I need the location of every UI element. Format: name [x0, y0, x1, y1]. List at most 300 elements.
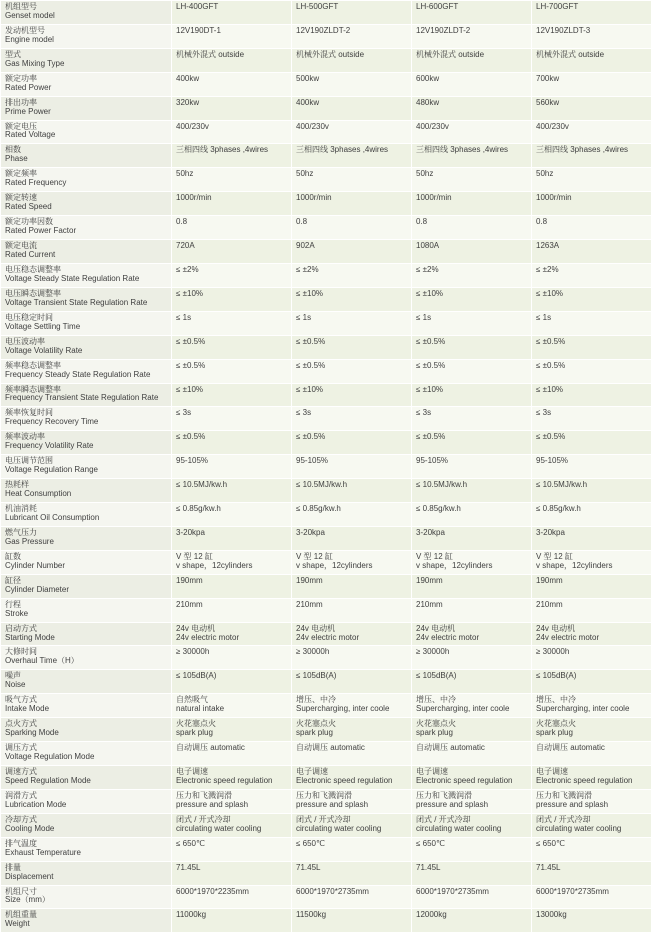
cell-value [292, 240, 412, 264]
cell-value [172, 120, 292, 144]
cell-line: ≤ 650℃ [416, 840, 527, 849]
cell-value [292, 550, 412, 574]
cell-line: V 型 12 缸 [536, 553, 647, 562]
cell-line: 火花塞点火 [176, 720, 287, 729]
cell-value [532, 144, 651, 168]
cell-value [172, 670, 292, 694]
cell-value [532, 909, 651, 933]
row-label-cn: 点火方式 [5, 720, 167, 729]
cell-value [412, 861, 532, 885]
cell-value [412, 144, 532, 168]
cell-value [292, 168, 412, 192]
cell-line: ≤ ±0.5% [296, 338, 407, 347]
cell-value [172, 455, 292, 479]
row-label [1, 192, 172, 216]
cell-line: 210mm [296, 601, 407, 610]
cell-line: ≤ 3s [536, 409, 647, 418]
row-label-cn: 电压波动率 [5, 338, 167, 347]
row-label [1, 455, 172, 479]
row-label-en: Weight [5, 920, 167, 929]
cell-value [172, 742, 292, 766]
table-row [1, 789, 651, 813]
cell-line: 720A [176, 242, 287, 251]
table-row [1, 718, 651, 742]
cell-value [532, 598, 651, 622]
row-label-cn: 热耗样 [5, 481, 167, 490]
cell-value [172, 861, 292, 885]
cell-value [412, 311, 532, 335]
row-label-cn: 大修时间 [5, 648, 167, 657]
row-label-en: Rated Current [5, 251, 167, 260]
row-label-cn: 电压稳态调整率 [5, 266, 167, 275]
cell-line: ≤ 10.5MJ/kw.h [416, 481, 527, 490]
row-label-en: Rated Power Factor [5, 227, 167, 236]
cell-line: 190mm [176, 577, 287, 586]
cell-value [532, 240, 651, 264]
cell-value [292, 574, 412, 598]
cell-value [532, 766, 651, 790]
row-label-cn: 启动方式 [5, 625, 167, 634]
table-row [1, 48, 651, 72]
cell-line: Supercharging, inter coole [536, 705, 647, 714]
cell-value [532, 24, 651, 48]
table-row [1, 311, 651, 335]
cell-value [532, 192, 651, 216]
row-label [1, 263, 172, 287]
cell-value [292, 742, 412, 766]
cell-line: v shape，12cylinders [176, 562, 287, 571]
cell-value [292, 216, 412, 240]
table-row [1, 192, 651, 216]
cell-value [292, 335, 412, 359]
cell-line: 210mm [416, 601, 527, 610]
cell-line: ≤ 0.85g/kw.h [536, 505, 647, 514]
cell-line: 71.45L [416, 864, 527, 873]
cell-line: ≤ ±0.5% [176, 362, 287, 371]
cell-value [172, 431, 292, 455]
row-label-en: Voltage Steady State Regulation Rate [5, 275, 167, 284]
cell-line: 自动调压 automatic [296, 744, 407, 753]
cell-line: 12V190ZLDT-2 [296, 27, 407, 36]
cell-line: V 型 12 缸 [176, 553, 287, 562]
cell-line: ≤ 0.85g/kw.h [176, 505, 287, 514]
row-label-cn: 调速方式 [5, 768, 167, 777]
table-row [1, 766, 651, 790]
cell-line: 三相四线 3phases ,4wires [536, 146, 647, 155]
cell-value [532, 383, 651, 407]
row-label-en: Rated Speed [5, 203, 167, 212]
cell-line: 自动调压 automatic [416, 744, 527, 753]
row-label-cn: 排量 [5, 864, 167, 873]
cell-line: ≤ ±10% [176, 290, 287, 299]
cell-value [412, 431, 532, 455]
cell-line: Electronic speed regulation [416, 777, 527, 786]
cell-line: 机械外混式 outside [296, 51, 407, 60]
row-label [1, 718, 172, 742]
cell-line: ≥ 30000h [296, 648, 407, 657]
cell-line: ≤ 10.5MJ/kw.h [536, 481, 647, 490]
cell-value [532, 311, 651, 335]
row-label-cn: 机组重量 [5, 911, 167, 920]
cell-value [412, 48, 532, 72]
row-label [1, 144, 172, 168]
table-row [1, 335, 651, 359]
cell-line: ≤ ±0.5% [416, 433, 527, 442]
table-row [1, 550, 651, 574]
cell-value [532, 622, 651, 646]
cell-line: 902A [296, 242, 407, 251]
cell-line: 11000kg [176, 911, 287, 920]
cell-value [292, 598, 412, 622]
cell-line: ≤ ±0.5% [536, 362, 647, 371]
row-label [1, 431, 172, 455]
row-label-cn: 电压稳定时间 [5, 314, 167, 323]
cell-line: natural intake [176, 705, 287, 714]
row-label-en: Rated Voltage [5, 131, 167, 140]
cell-line: 电子调速 [176, 768, 287, 777]
cell-value [412, 503, 532, 527]
cell-line: ≤ 3s [416, 409, 527, 418]
row-label-en: Voltage Regulation Range [5, 466, 167, 475]
cell-value [172, 359, 292, 383]
table-row [1, 526, 651, 550]
cell-line: 机械外混式 outside [416, 51, 527, 60]
cell-line: 24v electric motor [296, 634, 407, 643]
cell-line: 增压、中冷 [416, 696, 527, 705]
cell-line: 压力和飞溅润滑 [176, 792, 287, 801]
cell-value [292, 813, 412, 837]
cell-value [172, 813, 292, 837]
cell-line: 机械外混式 outside [536, 51, 647, 60]
cell-line: 24v 电动机 [536, 625, 647, 634]
cell-value [172, 240, 292, 264]
table-row [1, 263, 651, 287]
cell-line: 自动调压 automatic [536, 744, 647, 753]
cell-line: ≤ 1s [296, 314, 407, 323]
cell-value [532, 216, 651, 240]
row-label-cn: 频率瞬态调整率 [5, 386, 167, 395]
cell-value [292, 503, 412, 527]
cell-line: ≤ ±10% [416, 386, 527, 395]
row-label-cn: 缸径 [5, 577, 167, 586]
cell-line: ≤ 650℃ [536, 840, 647, 849]
cell-line: 320kw [176, 99, 287, 108]
cell-value [532, 1, 651, 25]
row-label-cn: 缸数 [5, 553, 167, 562]
table-row [1, 24, 651, 48]
cell-line: ≤ 105dB(A) [296, 672, 407, 681]
row-label [1, 287, 172, 311]
cell-line: 增压、中冷 [536, 696, 647, 705]
cell-line: 700kw [536, 75, 647, 84]
table-row [1, 120, 651, 144]
cell-line: 400kw [176, 75, 287, 84]
cell-line: 自然吸气 [176, 696, 287, 705]
cell-value [292, 646, 412, 670]
cell-line: 190mm [296, 577, 407, 586]
cell-line: 11500kg [296, 911, 407, 920]
row-label [1, 383, 172, 407]
cell-line: 12V190ZLDT-2 [416, 27, 527, 36]
cell-line: 1000r/min [296, 194, 407, 203]
cell-line: circulating water cooling [416, 825, 527, 834]
cell-value [412, 598, 532, 622]
cell-value [412, 1, 532, 25]
row-label-en: Size（mm） [5, 896, 167, 905]
cell-value [412, 479, 532, 503]
cell-value [412, 120, 532, 144]
cell-line: Electronic speed regulation [176, 777, 287, 786]
cell-value [412, 359, 532, 383]
row-label-cn: 发动机型号 [5, 27, 167, 36]
cell-line: 压力和飞溅润滑 [536, 792, 647, 801]
row-label-cn: 调压方式 [5, 744, 167, 753]
row-label [1, 168, 172, 192]
cell-value [412, 335, 532, 359]
cell-line: 24v 电动机 [296, 625, 407, 634]
row-label-en: Rated Power [5, 84, 167, 93]
cell-value [532, 646, 651, 670]
cell-line: 三相四线 3phases ,4wires [416, 146, 527, 155]
cell-value [532, 455, 651, 479]
row-label [1, 96, 172, 120]
cell-value [292, 885, 412, 909]
cell-value [532, 813, 651, 837]
row-label-en: Engine model [5, 36, 167, 45]
cell-value [412, 192, 532, 216]
cell-value [172, 192, 292, 216]
table-row [1, 431, 651, 455]
cell-value [532, 287, 651, 311]
cell-value [292, 407, 412, 431]
cell-line: ≤ 0.85g/kw.h [296, 505, 407, 514]
cell-line: 三相四线 3phases ,4wires [176, 146, 287, 155]
row-label-cn: 冷却方式 [5, 816, 167, 825]
cell-value [532, 574, 651, 598]
table-row [1, 909, 651, 933]
table-row [1, 72, 651, 96]
row-label [1, 766, 172, 790]
cell-value [292, 96, 412, 120]
cell-line: 95-105% [176, 457, 287, 466]
row-label [1, 311, 172, 335]
row-label-en: Displacement [5, 873, 167, 882]
cell-line: 3-20kpa [296, 529, 407, 538]
row-label-cn: 机组尺寸 [5, 888, 167, 897]
row-label [1, 598, 172, 622]
cell-line: ≤ 3s [296, 409, 407, 418]
cell-line: 190mm [416, 577, 527, 586]
cell-line: 71.45L [536, 864, 647, 873]
cell-line: 210mm [536, 601, 647, 610]
table-row [1, 813, 651, 837]
cell-line: 闭式 / 开式冷却 [416, 816, 527, 825]
cell-value [172, 694, 292, 718]
cell-value [292, 1, 412, 25]
row-label [1, 742, 172, 766]
row-label-cn: 机油消耗 [5, 505, 167, 514]
row-label [1, 909, 172, 933]
cell-line: 闭式 / 开式冷却 [296, 816, 407, 825]
row-label-en: Frequency Volatility Rate [5, 442, 167, 451]
cell-line: 50hz [176, 170, 287, 179]
cell-value [292, 455, 412, 479]
cell-value [412, 72, 532, 96]
table-row [1, 742, 651, 766]
cell-line: 0.8 [296, 218, 407, 227]
cell-line: 火花塞点火 [296, 720, 407, 729]
cell-value [412, 550, 532, 574]
cell-line: 6000*1970*2735mm [296, 888, 407, 897]
table-row [1, 885, 651, 909]
cell-line: V 型 12 缸 [296, 553, 407, 562]
cell-line: Electronic speed regulation [536, 777, 647, 786]
cell-value [412, 742, 532, 766]
cell-value [292, 526, 412, 550]
row-label [1, 670, 172, 694]
cell-value [172, 526, 292, 550]
cell-line: ≤ 1s [536, 314, 647, 323]
cell-value [412, 24, 532, 48]
table-row [1, 670, 651, 694]
cell-line: circulating water cooling [176, 825, 287, 834]
table-row [1, 646, 651, 670]
table-row [1, 574, 651, 598]
cell-value [412, 526, 532, 550]
row-label-cn: 额定电压 [5, 123, 167, 132]
cell-value [172, 144, 292, 168]
cell-value [172, 837, 292, 861]
table-row [1, 622, 651, 646]
row-label [1, 622, 172, 646]
cell-line: 400/230v [536, 123, 647, 132]
cell-line: Supercharging, inter coole [296, 705, 407, 714]
table-row [1, 96, 651, 120]
cell-line: 自动调压 automatic [176, 744, 287, 753]
row-label-cn: 行程 [5, 601, 167, 610]
cell-line: 600kw [416, 75, 527, 84]
cell-line: 50hz [416, 170, 527, 179]
cell-value [532, 407, 651, 431]
cell-line: ≤ 650℃ [296, 840, 407, 849]
cell-value [172, 574, 292, 598]
cell-line: 增压、中冷 [296, 696, 407, 705]
row-label [1, 837, 172, 861]
cell-line: ≤ 3s [176, 409, 287, 418]
cell-value [412, 789, 532, 813]
cell-value [412, 574, 532, 598]
cell-value [292, 479, 412, 503]
cell-value [172, 1, 292, 25]
table-row [1, 287, 651, 311]
row-label-en: Cylinder Number [5, 562, 167, 571]
cell-value [412, 909, 532, 933]
cell-line: 24v electric motor [416, 634, 527, 643]
row-label [1, 335, 172, 359]
cell-value [292, 311, 412, 335]
cell-value [532, 96, 651, 120]
cell-value [292, 263, 412, 287]
row-label-cn: 吸气方式 [5, 696, 167, 705]
cell-line: 1000r/min [176, 194, 287, 203]
table-row [1, 455, 651, 479]
cell-line: 400kw [296, 99, 407, 108]
row-label-en: Lubricant Oil Consumption [5, 514, 167, 523]
cell-line: ≤ 1s [176, 314, 287, 323]
row-label-cn: 排出功率 [5, 99, 167, 108]
cell-line: ≤ ±0.5% [176, 433, 287, 442]
cell-value [532, 48, 651, 72]
cell-value [292, 789, 412, 813]
cell-value [412, 216, 532, 240]
cell-line: 6000*1970*2735mm [416, 888, 527, 897]
row-label-cn: 频率波动率 [5, 433, 167, 442]
cell-value [532, 550, 651, 574]
cell-line: V 型 12 缸 [416, 553, 527, 562]
row-label [1, 407, 172, 431]
cell-line: 闭式 / 开式冷却 [176, 816, 287, 825]
cell-line: ≤ 105dB(A) [416, 672, 527, 681]
cell-value [292, 120, 412, 144]
cell-value [172, 766, 292, 790]
row-label [1, 216, 172, 240]
cell-line: 火花塞点火 [416, 720, 527, 729]
row-label-en: Intake Mode [5, 705, 167, 714]
cell-value [172, 48, 292, 72]
row-label-cn: 电压调节范围 [5, 457, 167, 466]
row-label [1, 240, 172, 264]
cell-value [532, 120, 651, 144]
cell-line: 电子调速 [416, 768, 527, 777]
row-label-en: Exhaust Temperature [5, 849, 167, 858]
cell-line: ≥ 30000h [536, 648, 647, 657]
cell-value [292, 72, 412, 96]
cell-line: 24v 电动机 [176, 625, 287, 634]
cell-value [412, 813, 532, 837]
cell-line: 24v electric motor [536, 634, 647, 643]
cell-value [172, 72, 292, 96]
row-label-cn: 额定功率因数 [5, 218, 167, 227]
cell-line: 3-20kpa [416, 529, 527, 538]
cell-value [532, 694, 651, 718]
row-label-en: Noise [5, 681, 167, 690]
cell-line: ≤ ±2% [176, 266, 287, 275]
cell-value [412, 263, 532, 287]
cell-line: 1000r/min [416, 194, 527, 203]
row-label [1, 503, 172, 527]
cell-line: 190mm [536, 577, 647, 586]
cell-line: ≤ 105dB(A) [536, 672, 647, 681]
cell-line: 1000r/min [536, 194, 647, 203]
cell-value [532, 479, 651, 503]
cell-line: 50hz [296, 170, 407, 179]
cell-line: spark plug [176, 729, 287, 738]
cell-line: 50hz [536, 170, 647, 179]
cell-value [532, 72, 651, 96]
cell-value [172, 479, 292, 503]
cell-value [172, 263, 292, 287]
row-label [1, 861, 172, 885]
cell-line: ≤ ±0.5% [296, 433, 407, 442]
cell-line: 400/230v [176, 123, 287, 132]
row-label-en: Prime Power [5, 108, 167, 117]
cell-value [412, 694, 532, 718]
table-row [1, 240, 651, 264]
cell-value [172, 646, 292, 670]
cell-value [172, 885, 292, 909]
cell-value [292, 861, 412, 885]
cell-line: ≤ 650℃ [176, 840, 287, 849]
